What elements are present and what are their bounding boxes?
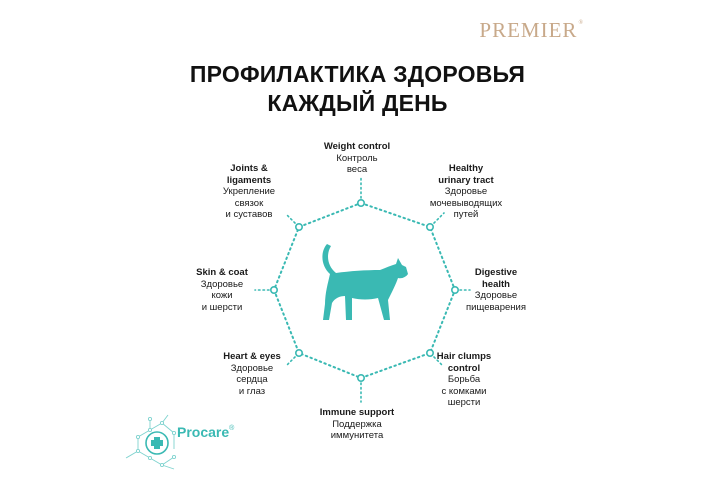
label-skin-coat — [196, 267, 248, 313]
node-urinary — [427, 224, 433, 230]
node-skincoat — [271, 287, 277, 293]
label-heart-eyes — [223, 351, 281, 397]
label-heading: Weight control — [323, 141, 391, 152]
node-hearteyes — [296, 350, 302, 356]
label-heading: Digestive health — [474, 267, 518, 290]
node-immune — [358, 375, 364, 381]
title-line-1: ПРОФИЛАКТИКА ЗДОРОВЬЯ — [189, 61, 526, 87]
label-heading: Healthy urinary tract — [438, 163, 494, 186]
label-description: Контроль веса — [336, 152, 378, 175]
label-weight-control — [324, 141, 390, 176]
label-joints-ligaments — [223, 163, 275, 221]
brand-registered-mark: ® — [578, 20, 584, 26]
label-description: Здоровье мочевыводящих путей — [429, 186, 503, 220]
procare-logo — [177, 424, 234, 440]
label-description: Здоровье пищеварения — [466, 290, 526, 313]
label-heading: Immune support — [319, 407, 395, 418]
molecule-plus-icon — [124, 413, 184, 473]
label-description: Борьба с комками шерсти — [441, 374, 487, 408]
title-line-2: КАЖДЫЙ ДЕНЬ — [267, 90, 448, 116]
label-heading: Heart & eyes — [223, 351, 281, 362]
label-description: Поддержка иммунитета — [330, 418, 384, 441]
label-hair-clumps — [437, 351, 491, 409]
brand-name: PREMIER — [479, 18, 578, 42]
procare-name: Procare — [177, 424, 230, 440]
label-digestive-health — [466, 267, 526, 313]
label-urinary-tract — [430, 163, 502, 221]
label-description: Здоровье кожи и шерсти — [200, 278, 244, 313]
node-hairclumps — [427, 350, 433, 356]
node-weight — [358, 200, 364, 206]
label-heading: Skin & coat — [196, 267, 248, 278]
label-description: Укрепление связок и суставов — [222, 186, 276, 220]
procare-registered-mark: ® — [229, 425, 235, 433]
label-immune-support — [320, 407, 394, 442]
label-heading: Hair clumps control — [436, 351, 492, 374]
cat-silhouette-icon — [322, 244, 408, 320]
label-description: Здоровье сердца и глаз — [230, 362, 274, 397]
node-digestive — [452, 287, 458, 293]
label-heading: Joints & ligaments — [226, 163, 272, 186]
node-joints — [296, 224, 302, 230]
